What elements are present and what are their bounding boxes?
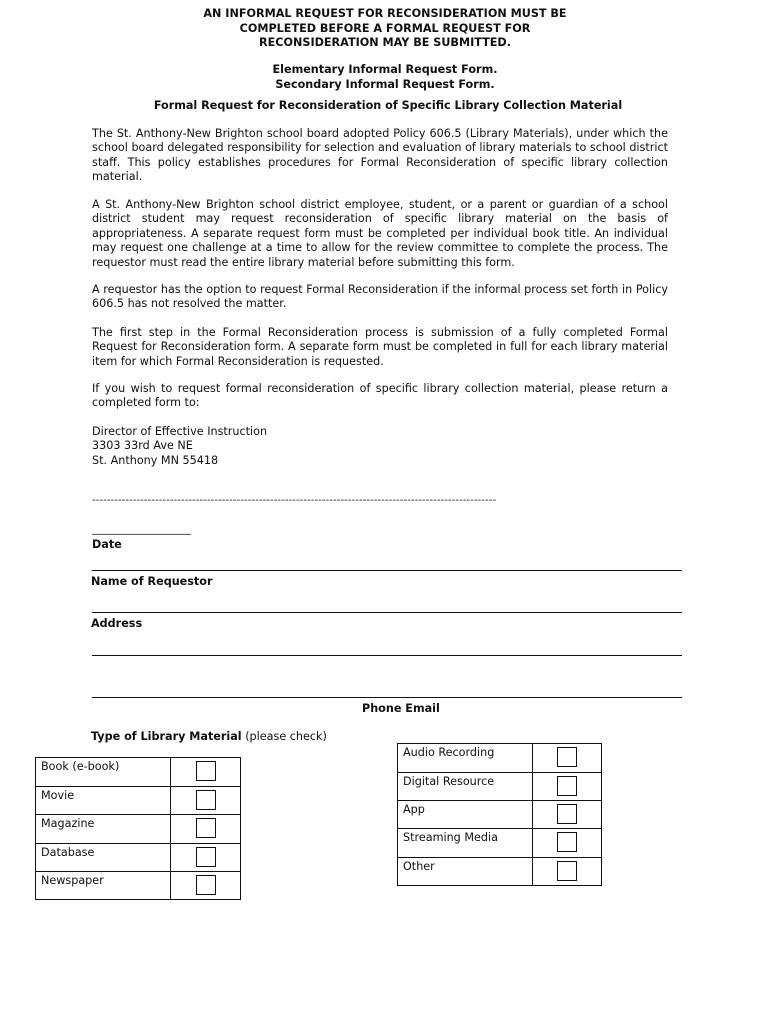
paragraph-policy: The St. Anthony-New Brighton school board adopted Policy 606.5 (Library Materials), under which the school board delegated responsibility for selection and evaluation of library materials to school district staff. This policy establishes procedures for Formal Reconsideration of specific library collection material. bbox=[92, 127, 668, 184]
checklist-row bbox=[398, 744, 602, 773]
notice-line-1: AN INFORMAL REQUEST FOR RECONSIDERATION MUST BE bbox=[203, 7, 567, 20]
return-address bbox=[92, 425, 267, 468]
material-type-label: Type of Library Material bbox=[91, 730, 242, 743]
option-label: Book (e-book) bbox=[36, 758, 171, 787]
checkbox-database[interactable] bbox=[196, 847, 216, 867]
checklist-row bbox=[36, 872, 241, 900]
checkbox-other[interactable] bbox=[557, 861, 577, 881]
checkbox-cell bbox=[171, 815, 241, 844]
checklist-row bbox=[36, 844, 241, 872]
checklist-row bbox=[398, 829, 602, 858]
date-label: Date bbox=[92, 538, 122, 551]
checkbox-streaming-media[interactable] bbox=[557, 832, 577, 852]
option-label: Streaming Media bbox=[398, 829, 533, 858]
date-field[interactable]: __________________ bbox=[92, 522, 191, 535]
address-line-2: 3303 33rd Ave NE bbox=[92, 439, 193, 453]
address-field-line-2[interactable] bbox=[92, 655, 682, 656]
option-label: Newspaper bbox=[36, 872, 171, 900]
checkbox-cell bbox=[533, 829, 602, 858]
option-label: App bbox=[398, 801, 533, 829]
address-field-line-1[interactable] bbox=[92, 612, 682, 613]
checkbox-cell bbox=[533, 801, 602, 829]
secondary-informal-form-link[interactable]: Secondary Informal Request Form. bbox=[275, 77, 495, 91]
checkbox-cell bbox=[533, 773, 602, 801]
checkbox-cell bbox=[533, 858, 602, 886]
checklist-row bbox=[36, 815, 241, 844]
paragraph-eligibility: A St. Anthony-New Brighton school district employee, student, or a parent or guardian of a school district student may request reconsideration of specific library material on the basis of appropriateness. A separate request form must be completed per individual book title. An individual may request one challenge at a time to allow for the review committee to complete the process. The requestor must read the entire library material before submitting this form. bbox=[92, 198, 668, 269]
notice-line-2: COMPLETED BEFORE A FORMAL REQUEST FOR bbox=[239, 21, 531, 35]
checkbox-cell bbox=[171, 872, 241, 900]
option-label: Other bbox=[398, 858, 533, 886]
checkbox-cell bbox=[533, 744, 602, 773]
material-checklist-right bbox=[397, 743, 602, 886]
material-type-heading bbox=[91, 730, 327, 743]
checkbox-movie[interactable] bbox=[196, 790, 216, 810]
address-label: Address bbox=[91, 617, 143, 630]
option-label: Magazine bbox=[36, 815, 171, 844]
option-label: Database bbox=[36, 844, 171, 872]
checkbox-cell bbox=[171, 787, 241, 815]
paragraph-first-step: The first step in the Formal Reconsideration process is submission of a fully completed Formal Request for Reconsideration form. A separate form must be completed in full for each library material item for which Formal Reconsideration is requested. bbox=[92, 326, 668, 368]
checkbox-digital-resource[interactable] bbox=[557, 776, 577, 796]
notice-block bbox=[0, 7, 770, 51]
checkbox-app[interactable] bbox=[557, 804, 577, 824]
checklist-row bbox=[36, 758, 241, 787]
name-field[interactable] bbox=[92, 570, 682, 571]
form-title: Formal Request for Reconsideration of Specific Library Collection Material bbox=[153, 99, 623, 112]
material-type-hint: (please check) bbox=[241, 730, 327, 743]
cut-line-divider: ------------------------------------------------------------------------------------------------------------- bbox=[92, 495, 497, 506]
notice-line-3: RECONSIDERATION MAY BE SUBMITTED. bbox=[259, 36, 511, 50]
paragraph-option: A requestor has the option to request Formal Reconsideration if the informal process set forth in Policy 606.5 has not resolved the matter. bbox=[92, 283, 668, 311]
phone-email-label: Phone Email bbox=[362, 702, 440, 715]
checklist-row bbox=[398, 773, 602, 801]
checklist-row bbox=[36, 787, 241, 815]
phone-email-field[interactable] bbox=[92, 697, 682, 698]
checkbox-cell bbox=[171, 844, 241, 872]
checkbox-cell bbox=[171, 758, 241, 787]
checkbox-audio-recording[interactable] bbox=[557, 747, 577, 767]
informal-form-links bbox=[0, 63, 770, 92]
option-label: Movie bbox=[36, 787, 171, 815]
address-line-3: St. Anthony MN 55418 bbox=[92, 453, 219, 467]
checklist-row bbox=[398, 801, 602, 829]
material-checklist-left bbox=[35, 757, 241, 900]
option-label: Audio Recording bbox=[398, 744, 533, 773]
elementary-informal-form-link[interactable]: Elementary Informal Request Form. bbox=[272, 63, 498, 76]
address-line-1: Director of Effective Instruction bbox=[92, 425, 268, 438]
checkbox-magazine[interactable] bbox=[196, 818, 216, 838]
name-of-requestor-label: Name of Requestor bbox=[91, 575, 213, 588]
checkbox-newspaper[interactable] bbox=[196, 875, 216, 895]
checkbox-book[interactable] bbox=[196, 761, 216, 781]
paragraph-return-instructions: If you wish to request formal reconsideration of specific library collection material, please return a completed form to: bbox=[92, 382, 668, 410]
option-label: Digital Resource bbox=[398, 773, 533, 801]
checklist-row bbox=[398, 858, 602, 886]
